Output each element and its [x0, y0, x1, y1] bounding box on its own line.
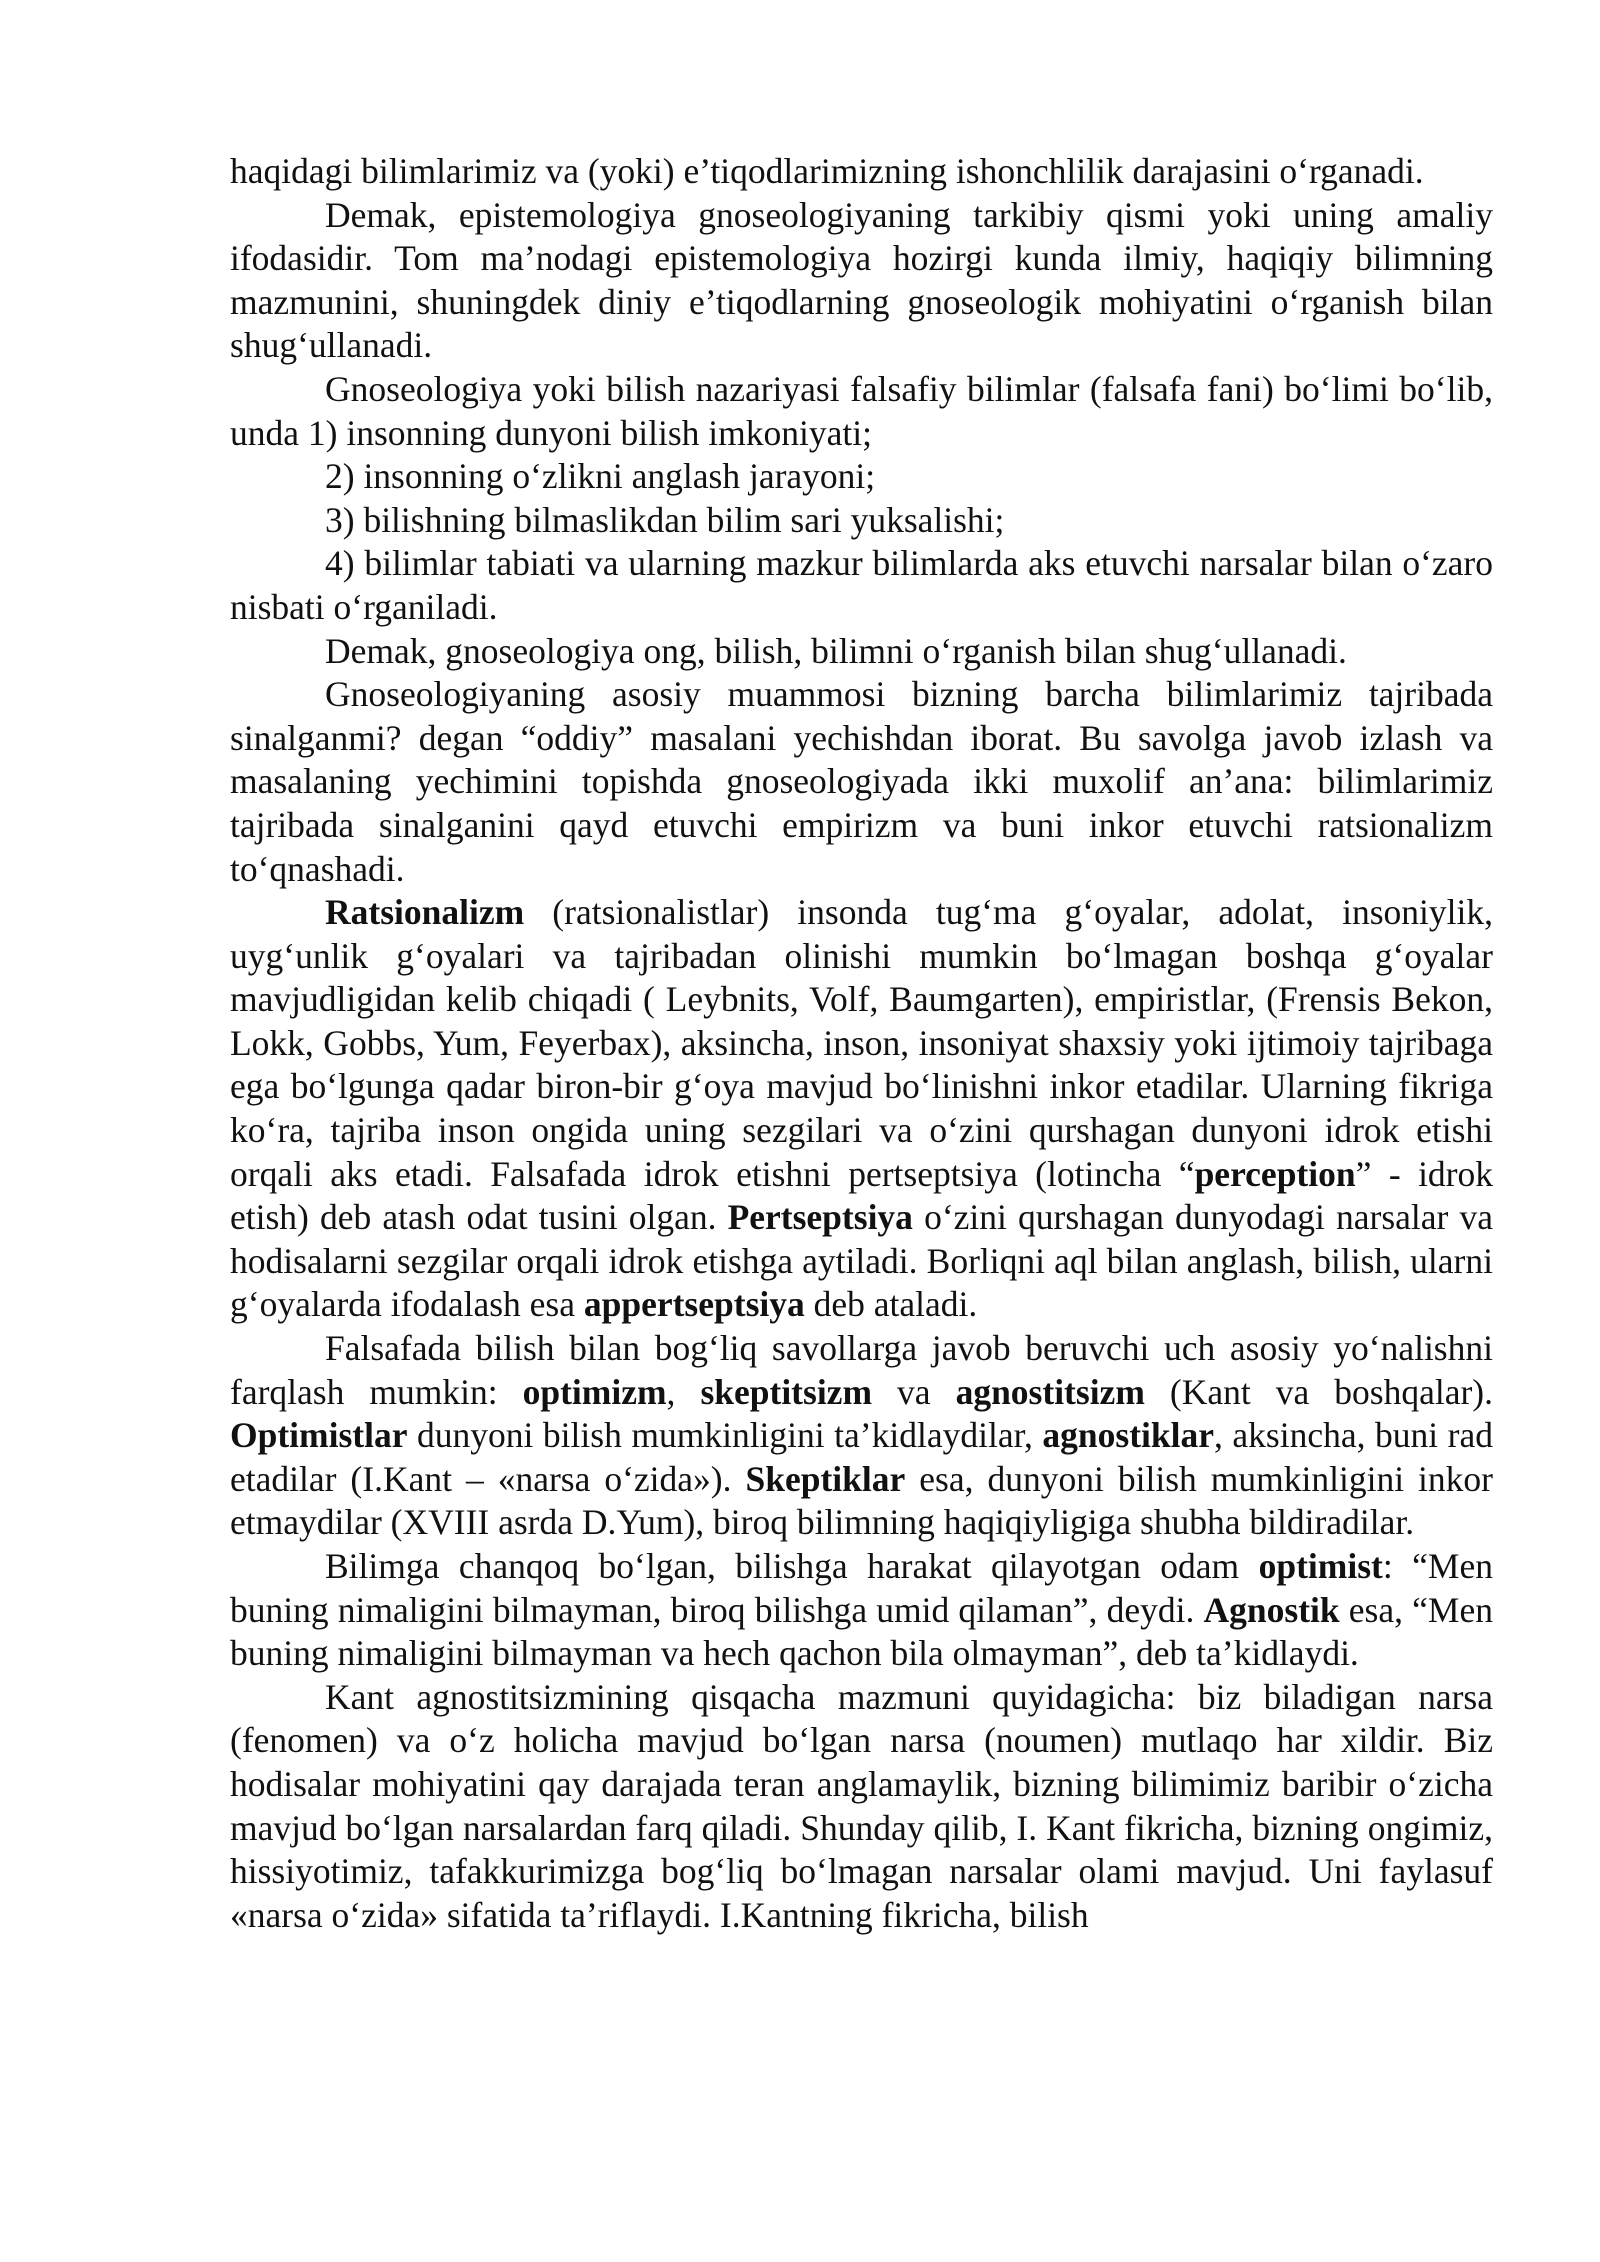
document-body	[230, 150, 1493, 1937]
bold-term: appertseptsiya	[583, 1284, 805, 1325]
paragraph	[230, 673, 1493, 891]
text-run: ,	[666, 1371, 701, 1412]
text-run: (Kant va boshqalar).	[1144, 1371, 1493, 1412]
text-run: 3) bilishning bilmaslikdan bilim sari yuksalishi;	[325, 499, 1005, 540]
bold-term: Optimistlar	[230, 1415, 408, 1456]
bold-term: Skeptiklar	[745, 1458, 906, 1499]
text-run: o‘zini qurshagan dunyodagi narsalar va hodisalarni sezgilar orqali idrok etishga aytiladi. Borliqni aql bilan anglash, bilish, ularni g‘oyalarda ifodalash esa	[230, 1197, 1493, 1325]
bold-term: Agnostik	[1203, 1589, 1340, 1630]
text-run: 4) bilimlar tabiati va ularning mazkur bilimlarda aks etuvchi narsalar bilan o‘zaro nisbati o‘rganiladi.	[230, 543, 1493, 627]
paragraph	[230, 368, 1493, 455]
paragraph	[230, 1676, 1493, 1938]
bold-term: agnostiklar	[1042, 1415, 1215, 1456]
bold-term: optimizm	[522, 1371, 667, 1412]
paragraph	[230, 1545, 1493, 1676]
bold-term: optimist	[1258, 1546, 1383, 1586]
paragraph	[230, 194, 1493, 368]
text-run: 2) insonning o‘zlikni anglash jarayoni;	[325, 456, 876, 497]
text-run: dunyoni bilish mumkinligini ta’kidlaydilar,	[407, 1415, 1043, 1456]
bold-term: skeptitsizm	[700, 1371, 873, 1412]
bold-term: Ratsionalizm	[325, 892, 525, 933]
text-run: ” - idrok etish) deb atash odat tusini olgan.	[230, 1153, 1494, 1238]
paragraph	[230, 499, 1493, 543]
text-run: Kant agnostitsizmining qisqacha mazmuni quyidagicha: biz biladigan narsa (fenomen) va o‘z holicha mavjud bo‘lgan narsa (noumen) mutlaqo har xildir. Biz hodisalar mohiyatini qay darajada teran anglamaylik, bizning bilimimiz baribir o‘zicha mavjud bo‘lgan narsalardan farq qiladi. Shunday qilib, I. Kant fikricha, bizning ongimiz, hissiyotimiz, tafakkurimizga bog‘liq bo‘lmagan narsalar olami mavjud. Uni faylasuf «narsa o‘zida» sifatida ta’riflaydi. I.Kantning fikricha, bilish	[230, 1676, 1493, 1935]
text-run: : “Men buning nimaligini bilmayman, biroq bilishga umid qilaman”, deydi.	[230, 1546, 1493, 1630]
paragraph	[230, 150, 1493, 194]
paragraph	[230, 891, 1493, 1327]
text-run: esa, “Men buning nimaligini bilmayman va hech qachon bila olmayman”, deb ta’kidlaydi.	[230, 1589, 1493, 1674]
text-run: deb ataladi.	[804, 1284, 978, 1325]
text-run: Bilimga chanqoq bo‘lgan, bilishga harakat qilayotgan odam	[325, 1546, 1259, 1586]
text-run: Gnoseologiya yoki bilish nazariyasi falsafiy bilimlar (falsafa fani) bo‘limi bo‘lib, unda 1) insonning dunyoni bilish imkoniyati;	[230, 368, 1493, 453]
paragraph	[230, 542, 1493, 629]
bold-term: Pertseptsiya	[727, 1197, 913, 1238]
text-run: Gnoseologiyaning asosiy muammosi bizning barcha bilimlarimiz tajribada sinalganmi? degan “oddiy” masalani yechishdan iborat. Bu savolga javob izlash va masalaning yechimini topishda gnoseologiyada ikki muxolif an’ana: bilimlarimiz tajribada sinalganini qayd etuvchi empirizm va buni inkor etuvchi ratsionalizm to‘qnashadi.	[230, 674, 1493, 889]
paragraph	[230, 630, 1493, 674]
text-run: va	[872, 1371, 956, 1412]
text-run: Demak, epistemologiya gnoseologiyaning tarkibiy qismi yoki uning amaliy ifodasidir. Tom ma’nodagi epistemologiya hozirgi kunda ilmiy, haqiqiy bilimning mazmunini, shuningdek diniy e’tiqodlarning gnoseologik mohiyatini o‘rganish bilan shug‘ullanadi.	[230, 194, 1493, 366]
text-run: Falsafada bilish bilan bog‘liq savollarga javob beruvchi uch asosiy yo‘nalishni farqlash mumkin:	[230, 1328, 1493, 1412]
bold-term: agnostitsizm	[955, 1371, 1145, 1412]
text-run: , aksincha, buni rad etadilar (I.Kant – «narsa o‘zida»).	[230, 1415, 1494, 1499]
paragraph	[230, 455, 1493, 499]
text-run: esa, dunyoni bilish mumkinligini inkor etmaydilar (XVIII asrda D.Yum), biroq bilimning haqiqiyligiga shubha bildiradilar.	[230, 1458, 1493, 1543]
text-run: (ratsionalistlar) insonda tug‘ma g‘oyalar, adolat, insoniylik, uyg‘unlik g‘oyalari va tajribadan olinishi mumkin bo‘lmagan boshqa g‘oyalar mavjudligidan kelib chiqadi ( Leybnits, Volf, Baumgarten), empiristlar, (Frensis Bekon, Lokk, Gobbs, Yum, Feyerbax), aksincha, inson, insoniyat shaxsiy yoki ijtimoiy tajribaga ega bo‘lgunga qadar biron-bir g‘oya mavjud bo‘linishni inkor etadilar. Ularning fikriga ko‘ra, tajriba inson ongida uning sezgilari va o‘zini qurshagan dunyoni idrok etishi orqali aks etadi. Falsafada idrok etishni pertseptsiya (lotincha “	[230, 892, 1493, 1194]
text-run: haqidagi bilimlarimiz va (yoki) e’tiqodlarimizning ishonchlilik darajasini o‘rganadi.	[230, 151, 1424, 191]
bold-term: perception	[1194, 1153, 1356, 1194]
paragraph	[230, 1327, 1493, 1545]
text-run: Demak, gnoseologiya ong, bilish, bilimni o‘rganish bilan shug‘ullanadi.	[325, 630, 1347, 671]
